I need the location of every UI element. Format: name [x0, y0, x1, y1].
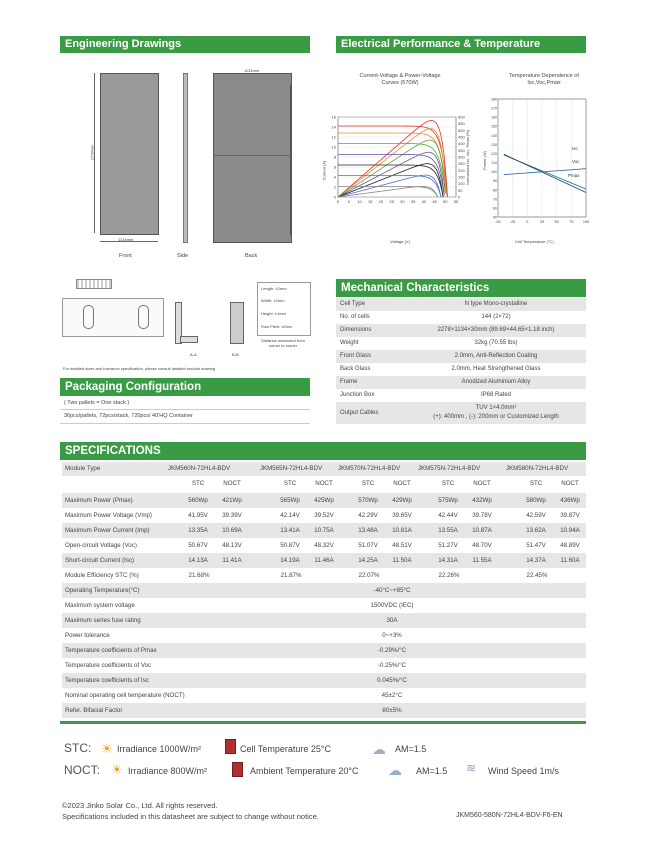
iv-xtick-label: 5: [347, 199, 350, 204]
iv-y2tick-label: 300: [458, 154, 465, 160]
iv-y2tick-label: 400: [458, 141, 465, 147]
temp-ytick-label: 70: [493, 197, 497, 202]
width-tolerance: Width: ±2mm: [261, 298, 285, 303]
temp-ytick-label: 60: [493, 206, 497, 211]
spec-value: 48.13V: [222, 542, 242, 549]
iv-ytick-label: 8: [333, 154, 336, 160]
spec-common-row: [62, 583, 586, 598]
back-label: Back: [245, 253, 258, 259]
pv-curve: [338, 164, 443, 197]
spec-value: 11.50A: [392, 557, 412, 564]
mechanical-row: [336, 311, 586, 324]
model-name: JKM565N-72HL4-BDV: [259, 465, 323, 472]
mechanical-row: [336, 324, 586, 337]
noct-irradiance: Irradiance 800W/m²: [128, 766, 208, 776]
condition-label: NOCT: [223, 480, 241, 487]
packaging-divider: [60, 409, 310, 410]
spec-value: 1500VDC (IEC): [370, 602, 414, 609]
spec-label: Nominal operating cell temperature (NOCT): [65, 692, 185, 699]
document-id: JKM560-580N-72HL4-BDV-F6-EN: [456, 812, 563, 819]
spec-row: [62, 523, 586, 538]
spec-model-row: [62, 462, 586, 476]
spec-value: 10.87A: [472, 527, 492, 534]
spec-value: 421Wp: [222, 497, 242, 504]
iv-ytick-label: 14: [331, 124, 336, 130]
packaging-header: Packaging Configuration: [60, 378, 310, 396]
packaging-text: 36pcs/pallets, 72pcs/stack, 720pcs/ 40'HQ Container: [64, 413, 193, 419]
spec-label: Temperature coefficients of Isc: [65, 677, 149, 684]
iv-y2tick-label: 600: [458, 114, 465, 120]
spec-value: 11.60A: [560, 557, 580, 564]
iv-y2tick-label: 500: [458, 127, 465, 133]
mechanical-label: Frame: [340, 379, 358, 385]
spec-value: 10.75A: [314, 527, 334, 534]
efficiency-value: 21.87%: [280, 572, 302, 579]
iv-ytick-label: 16: [331, 114, 336, 120]
mechanical-label: Front Glass: [340, 353, 372, 359]
mechanical-value: 2.0mm, Anti-Reflection Coating: [454, 353, 538, 359]
iv-chart: [322, 112, 482, 212]
mechanical-label: Junction Box: [340, 392, 375, 398]
spec-common-row: [62, 613, 586, 628]
spec-bottom-rule: [60, 721, 586, 724]
iv-xtick-label: 0: [336, 199, 340, 204]
mechanical-label: Output Cables: [340, 410, 379, 416]
row-pitch-tolerance: Row Pitch: ±2mm: [261, 324, 293, 329]
condition-label: NOCT: [315, 480, 333, 487]
iv-xtick-label: 15: [367, 199, 373, 204]
spec-value: 11.46A: [314, 557, 334, 564]
spec-label: Power tolerance: [65, 632, 110, 639]
temp-ytick-label: 130: [491, 142, 497, 147]
iv-y2tick-label: 50: [458, 187, 463, 193]
iv-ytick-label: 10: [331, 144, 336, 150]
efficiency-value: 22.45%: [526, 572, 548, 579]
spec-value: 42.29V: [358, 512, 378, 519]
spec-value: 14.25A: [358, 557, 378, 564]
spec-value: 48.70V: [472, 542, 492, 549]
iv-xtick-label: 50: [443, 199, 448, 204]
temp-ytick-label: 80: [493, 188, 497, 193]
mounting-hole-2: [138, 305, 149, 329]
iv-ytick-label: 12: [331, 134, 336, 140]
iv-y2tick-label: 450: [458, 134, 465, 140]
spec-label: Temperature coefficients of Voc: [65, 662, 152, 669]
iv-chart-ylabel-left: Current (A): [321, 160, 327, 181]
spec-value: 41.95V: [188, 512, 208, 519]
spec-value: 432Wp: [472, 497, 492, 504]
spec-condition-row: [62, 477, 586, 491]
spec-label: Refer. Bifacial Factor: [65, 707, 123, 714]
iv-ytick-label: 6: [333, 164, 336, 170]
side-label: Side: [177, 253, 189, 259]
condition-label: NOCT: [473, 480, 491, 487]
condition-label: STC: [361, 480, 375, 487]
temp-xtick-label: 50: [554, 220, 559, 224]
spec-value: 13.41A: [280, 527, 300, 534]
mechanical-value: 32kg (70.55 lbs): [474, 340, 518, 346]
model-name: JKM580N-72HL4-BDV: [505, 465, 569, 472]
back-width-dim: 1134mm: [244, 68, 260, 73]
pv-curve: [338, 175, 441, 197]
length-tolerance: Length: ±2mm: [261, 286, 287, 291]
notice-text: Specifications included in this datasheet are subject to change without notice.: [62, 812, 319, 821]
spec-value: 42.44V: [438, 512, 458, 519]
temp-ytick-label: 170: [491, 106, 497, 111]
spec-value: 51.07V: [358, 542, 378, 549]
temp-ytick-label: 150: [491, 124, 497, 129]
spec-value: 13.62A: [526, 527, 546, 534]
spec-value: 48.89V: [560, 542, 580, 549]
iv-ytick-label: 4: [333, 174, 336, 180]
temp-xtick-label: -25: [509, 220, 516, 224]
temp-ytick-label: 50: [493, 215, 497, 220]
spec-value: 13.35A: [188, 527, 208, 534]
specifications-header: SPECIFICATIONS: [60, 442, 586, 460]
spec-value: 10.94A: [560, 527, 580, 534]
spec-label: Temperature coefficients of Pmax: [65, 647, 157, 654]
efficiency-value: 22.26%: [438, 572, 460, 579]
spec-value: 30A: [386, 617, 398, 624]
temp-ytick-label: 100: [491, 170, 497, 175]
condition-label: NOCT: [561, 480, 579, 487]
iv-chart-xlabel: Voltage (V): [390, 239, 410, 244]
pv-curve: [338, 186, 438, 197]
mechanical-value-line2: (+): 400mm , (-): 200mm or Customized Length: [433, 414, 559, 420]
iv-curve: [338, 155, 444, 196]
tolerance-legend: [257, 282, 311, 336]
stc-label: STC:: [64, 741, 92, 755]
spec-label: Open-circuit Voltage (Voc): [65, 542, 137, 549]
spec-label: Operating Temperature(°C): [65, 587, 140, 594]
spec-value: 575Wp: [438, 497, 458, 504]
iv-y2tick-label: 150: [458, 174, 465, 180]
sun-icon: ☀: [101, 741, 113, 756]
spec-label: Maximum series fuse rating: [65, 617, 141, 624]
temp-series-label: Voc: [572, 159, 580, 164]
engineering-drawings-header: Engineering Drawings: [60, 36, 310, 53]
mounting-hole-1: [83, 305, 94, 329]
mechanical-row: [336, 363, 586, 376]
back-center-line: [213, 155, 291, 156]
spec-common-row: [62, 703, 586, 718]
spec-value: 42.14V: [280, 512, 300, 519]
spec-value: 80±5%: [382, 707, 402, 714]
mechanical-row: [336, 298, 586, 311]
front-view-drawing: [100, 73, 159, 235]
model-name: JKM570N-72HL4-BDV: [337, 465, 401, 472]
spec-row: [62, 553, 586, 568]
mechanical-row: [336, 389, 586, 402]
spec-value: 39.78V: [472, 512, 492, 519]
cloud-icon: ☁: [372, 741, 386, 757]
efficiency-value: 21.68%: [188, 572, 210, 579]
spec-common-row: [62, 688, 586, 703]
spec-value: 51.27V: [438, 542, 458, 549]
mechanical-value: Anodized Aluminium Alloy: [461, 379, 531, 385]
height-tolerance: Height: ±1mm: [261, 311, 286, 316]
stc-irradiance: Irradiance 1000W/m²: [117, 744, 202, 754]
temp-xtick-label: 75: [569, 220, 574, 224]
frame-section-bb: [230, 302, 244, 344]
spec-value: 11.41A: [222, 557, 242, 564]
spec-value: 429Wp: [392, 497, 412, 504]
condition-label: STC: [441, 480, 455, 487]
spec-value: 11.55A: [472, 557, 492, 564]
noct-ambient-temp: Ambient Temperature 20°C: [250, 766, 359, 776]
stc-am: AM=1.5: [395, 744, 427, 754]
spec-value: 10.69A: [222, 527, 242, 534]
spec-value: 425Wp: [314, 497, 334, 504]
spec-value: 50.87V: [280, 542, 300, 549]
junction-box-detail: [76, 279, 112, 289]
electrical-performance-header: Electrical Performance & Temperature Dependence: [336, 36, 586, 53]
iv-y2tick-label: 550: [458, 121, 465, 127]
temp-chart-xlabel: Cell Temperature (°C): [515, 239, 554, 244]
spec-value: 14.37A: [526, 557, 546, 564]
noct-label: NOCT:: [64, 763, 100, 777]
iv-chart-title: Current-Voltage & Power-Voltage Curves (570W): [359, 73, 441, 86]
iv-ytick-label: 2: [333, 184, 336, 190]
spec-efficiency-row: [62, 568, 586, 583]
temp-xtick-label: 25: [539, 220, 545, 224]
spec-value: 39.65V: [392, 512, 412, 519]
temp-xtick-label: -50: [495, 220, 501, 224]
spec-value: 580Wp: [526, 497, 546, 504]
temp-chart-ylabel: Normalized Isc, Voc, Pmax (%): [465, 129, 471, 186]
spec-value: 42.59V: [526, 512, 546, 519]
iv-xtick-label: 40: [421, 199, 427, 204]
spec-value: 560Wp: [188, 497, 208, 504]
side-view-drawing: [183, 73, 188, 243]
spec-value: 50.67V: [188, 542, 208, 549]
spec-value: 0~+3%: [382, 632, 402, 639]
mechanical-header: Mechanical Characteristics: [336, 279, 586, 297]
mechanical-row: [336, 402, 586, 424]
mechanical-row: [336, 350, 586, 363]
spec-label: Maximum Power (Pmax): [65, 497, 133, 504]
mechanical-label: Cell Type: [340, 301, 365, 307]
spec-value: 48.32V: [314, 542, 334, 549]
temp-xtick-label: 0: [526, 220, 529, 224]
spec-common-row: [62, 673, 586, 688]
spec-label: Maximum system voltage: [65, 602, 135, 609]
front-width-dim-line: [100, 241, 158, 242]
spec-value: 565Wp: [280, 497, 300, 504]
spec-common-row: [62, 628, 586, 643]
front-width-dim: 1134mm: [118, 237, 134, 242]
temp-series-label: Pmax: [568, 173, 580, 178]
spec-value: 0.045%/°C: [377, 677, 407, 684]
temp-ytick-label: 90: [493, 179, 497, 184]
model-name: JKM575N-72HL4-BDV: [417, 465, 481, 472]
back-frame-line: [290, 85, 292, 235]
mechanical-label: Dimensions: [340, 327, 372, 333]
iv-chart-ylabel-right: Power (W): [481, 151, 487, 170]
cloud-icon: ☁: [388, 762, 402, 778]
mechanical-label: No. of cells: [340, 314, 370, 320]
spec-row: [62, 493, 586, 508]
section-aa-label: A-A: [190, 352, 197, 357]
efficiency-value: 22.07%: [358, 572, 380, 579]
temp-ytick-label: 180: [491, 97, 497, 102]
iv-xtick-label: 45: [432, 199, 437, 204]
spec-value: 570Wp: [358, 497, 378, 504]
front-label: Front: [119, 253, 132, 259]
mechanical-value: TUV 1×4.0mm²: [475, 405, 517, 411]
spec-value: 51.47V: [526, 542, 546, 549]
spec-value: 10.81A: [392, 527, 412, 534]
mechanical-value: 144 (2×72): [481, 314, 511, 320]
iv-xtick-label: 35: [410, 199, 416, 204]
efficiency-label: Module Efficiency STC (%): [65, 572, 139, 579]
wind-icon: ≋: [466, 761, 477, 775]
condition-label: STC: [283, 480, 297, 487]
spec-value: 39.39V: [222, 512, 242, 519]
packaging-divider-bottom: [60, 423, 310, 424]
mechanical-value: N type Mono-crystalline: [464, 301, 528, 307]
mechanical-value: IP68 Rated: [480, 392, 512, 398]
spec-value: -40°C~+85°C: [373, 587, 411, 594]
back-view-drawing: [213, 73, 292, 243]
iv-y2tick-label: 350: [458, 147, 465, 153]
iv-y2tick-label: 200: [458, 167, 465, 173]
iv-y2tick-label: 250: [458, 161, 465, 167]
iv-xtick-label: 55: [453, 199, 459, 204]
iv-curve: [338, 187, 438, 198]
iv-xtick-label: 25: [389, 199, 394, 204]
iv-xtick-label: 30: [400, 199, 405, 204]
front-height-dim-line: [94, 73, 95, 233]
iv-ytick-label: 0: [333, 194, 336, 200]
temp-series-label: Isc: [572, 146, 578, 151]
spec-value: -0.29%/°C: [377, 647, 407, 654]
temp-ytick-label: 120: [491, 151, 497, 156]
mechanical-row: [336, 337, 586, 350]
spec-value: -0.25%/°C: [377, 662, 407, 669]
spec-common-row: [62, 658, 586, 673]
mechanical-label: Weight: [340, 340, 359, 346]
spec-value: 39.52V: [314, 512, 334, 519]
iv-y2tick-label: 0: [458, 194, 461, 200]
mechanical-value: 2278×1134×30mm (89.69×44.65×1.18 inch): [437, 327, 555, 333]
mechanical-row: [336, 376, 586, 389]
front-height-dim: 2278mm: [89, 144, 95, 161]
drawing-note: For detailed sizes and tolerance specification, please consult detailed module drawing: [63, 366, 216, 371]
spec-row: [62, 508, 586, 523]
cell-temp-icon: [225, 739, 236, 754]
spec-value: 39.87V: [560, 512, 580, 519]
temp-chart-title: Temperature Dependence of Isc,Voc,Pmax: [509, 73, 579, 86]
frame-section-aa-foot: [180, 336, 198, 343]
spec-value: 13.48A: [358, 527, 378, 534]
spec-row: [62, 538, 586, 553]
temp-ytick-label: 140: [491, 133, 497, 138]
iv-y2tick-label: 100: [458, 181, 465, 187]
iv-xtick-label: 20: [378, 199, 384, 204]
temp-xtick-label: 100: [582, 220, 590, 224]
distance-note: Distance measured from corner to corner: [261, 338, 305, 348]
noct-am: AM=1.5: [416, 766, 448, 776]
condition-label: STC: [191, 480, 205, 487]
spec-value: 14.31A: [438, 557, 458, 564]
spec-value: 48.51V: [392, 542, 412, 549]
copyright-text: ©2023 Jinko Solar Co., Ltd. All rights reserved.: [62, 801, 218, 810]
module-type-label: Module Type: [65, 465, 101, 472]
packaging-note: ( Two pallets = One stack ): [64, 400, 130, 406]
spec-label: Maximum Power Voltage (Vmp): [65, 512, 152, 519]
temp-chart: [490, 95, 590, 230]
spec-value: 436Wp: [560, 497, 580, 504]
noct-wind-speed: Wind Speed 1m/s: [488, 766, 560, 776]
sun-icon: ☀: [111, 762, 123, 777]
stc-cell-temp: Cell Temperature 25°C: [240, 744, 331, 754]
spec-common-row: [62, 598, 586, 613]
spec-value: 14.13A: [188, 557, 208, 564]
spec-value: 13.55A: [438, 527, 458, 534]
spec-common-row: [62, 643, 586, 658]
temp-ytick-label: 160: [491, 115, 497, 120]
spec-label: Short-circuit Current (Isc): [65, 557, 135, 564]
condition-label: STC: [529, 480, 543, 487]
spec-label: Maximum Power Current (Imp): [65, 527, 150, 534]
spec-value: 14.19A: [280, 557, 300, 564]
iv-xtick-label: 10: [357, 199, 362, 204]
temp-ytick-label: 110: [491, 161, 497, 166]
spec-value: 45±2°C: [381, 692, 403, 699]
mechanical-label: Back Glass: [340, 366, 371, 372]
condition-label: NOCT: [393, 480, 411, 487]
section-bb-label: B-B: [232, 352, 239, 357]
ambient-temp-icon: [232, 762, 243, 777]
model-name: JKM560N-72HL4-BDV: [167, 465, 231, 472]
mechanical-value: 2.0mm, Heat Strengthened Glass: [451, 366, 541, 372]
